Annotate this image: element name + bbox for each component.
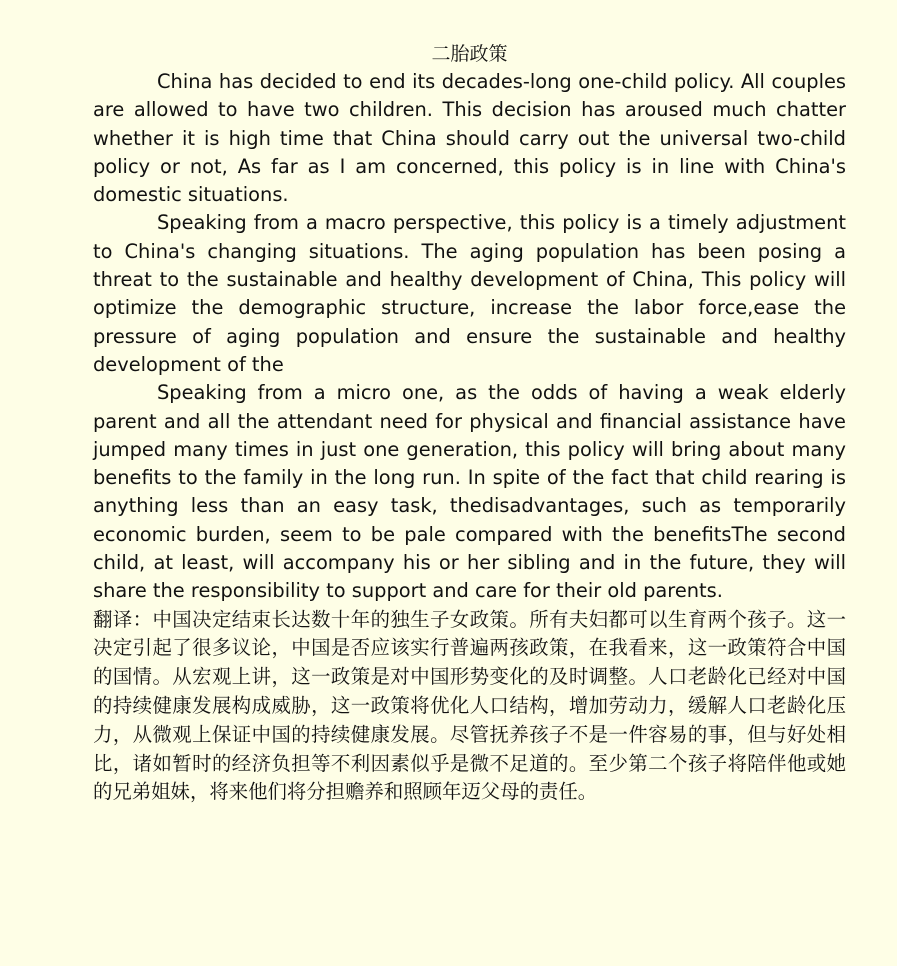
essay-document [93, 40, 846, 807]
chinese-translation: 翻译：中国决定结束长达数十年的独生子女政策。所有夫妇都可以生育两个孩子。这一决定引起了很多议论，中国是否应该实行普遍两孩政策，在我看来，这一政策符合中国的国情。从宏观上讲，这一政策是对中国形势变化的及时调整。人口老龄化已经对中国的持续健康发展构成威胁，这一政策将优化人口结构，增加劳动力，缓解人口老龄化压力，从微观上保证中国的持续健康发展。尽管抚养孩子不是一件容易的事，但与好处相比，诸如暂时的经济负担等不利因素似乎是微不足道的。至少第二个孩子将陪伴他或她的兄弟姐妹，将来他们将分担赡养和照顾年迈父母的责任。 [93, 607, 846, 804]
essay-paragraph-2: Speaking from a macro perspective, this policy is a timely adjustment to China's changing situations. The aging population has been posing a threat to the sustainable and healthy development of China, This policy will optimize the demographic structure, increase the labor force,ease the pressure of aging population and ensure the sustainable and healthy development of the [93, 211, 846, 376]
essay-paragraph-1: China has decided to end its decades-long one-child policy. All couples are allowed to have two children. This decision has aroused much chatter whether it is high time that China should carry out the universal two-child policy or not, As far as I am concerned, this policy is in line with China's domestic situations. [93, 70, 846, 207]
essay-title: 二胎政策 [431, 43, 508, 65]
essay-paragraph-3: Speaking from a micro one, as the odds of having a weak elderly parent and all the attendant need for physical and financial assistance have jumped many times in just one generation, this policy will bring about many benefits to the family in the long run. In spite of the fact that child rearing is anything less than an easy task, thedisadvantages, such as temporarily economic burden, seem to be pale compared with the benefitsThe second child, at least, will accompany his or her sibling and in the future, they will share the responsibility to support and care for their old parents. [93, 381, 846, 603]
